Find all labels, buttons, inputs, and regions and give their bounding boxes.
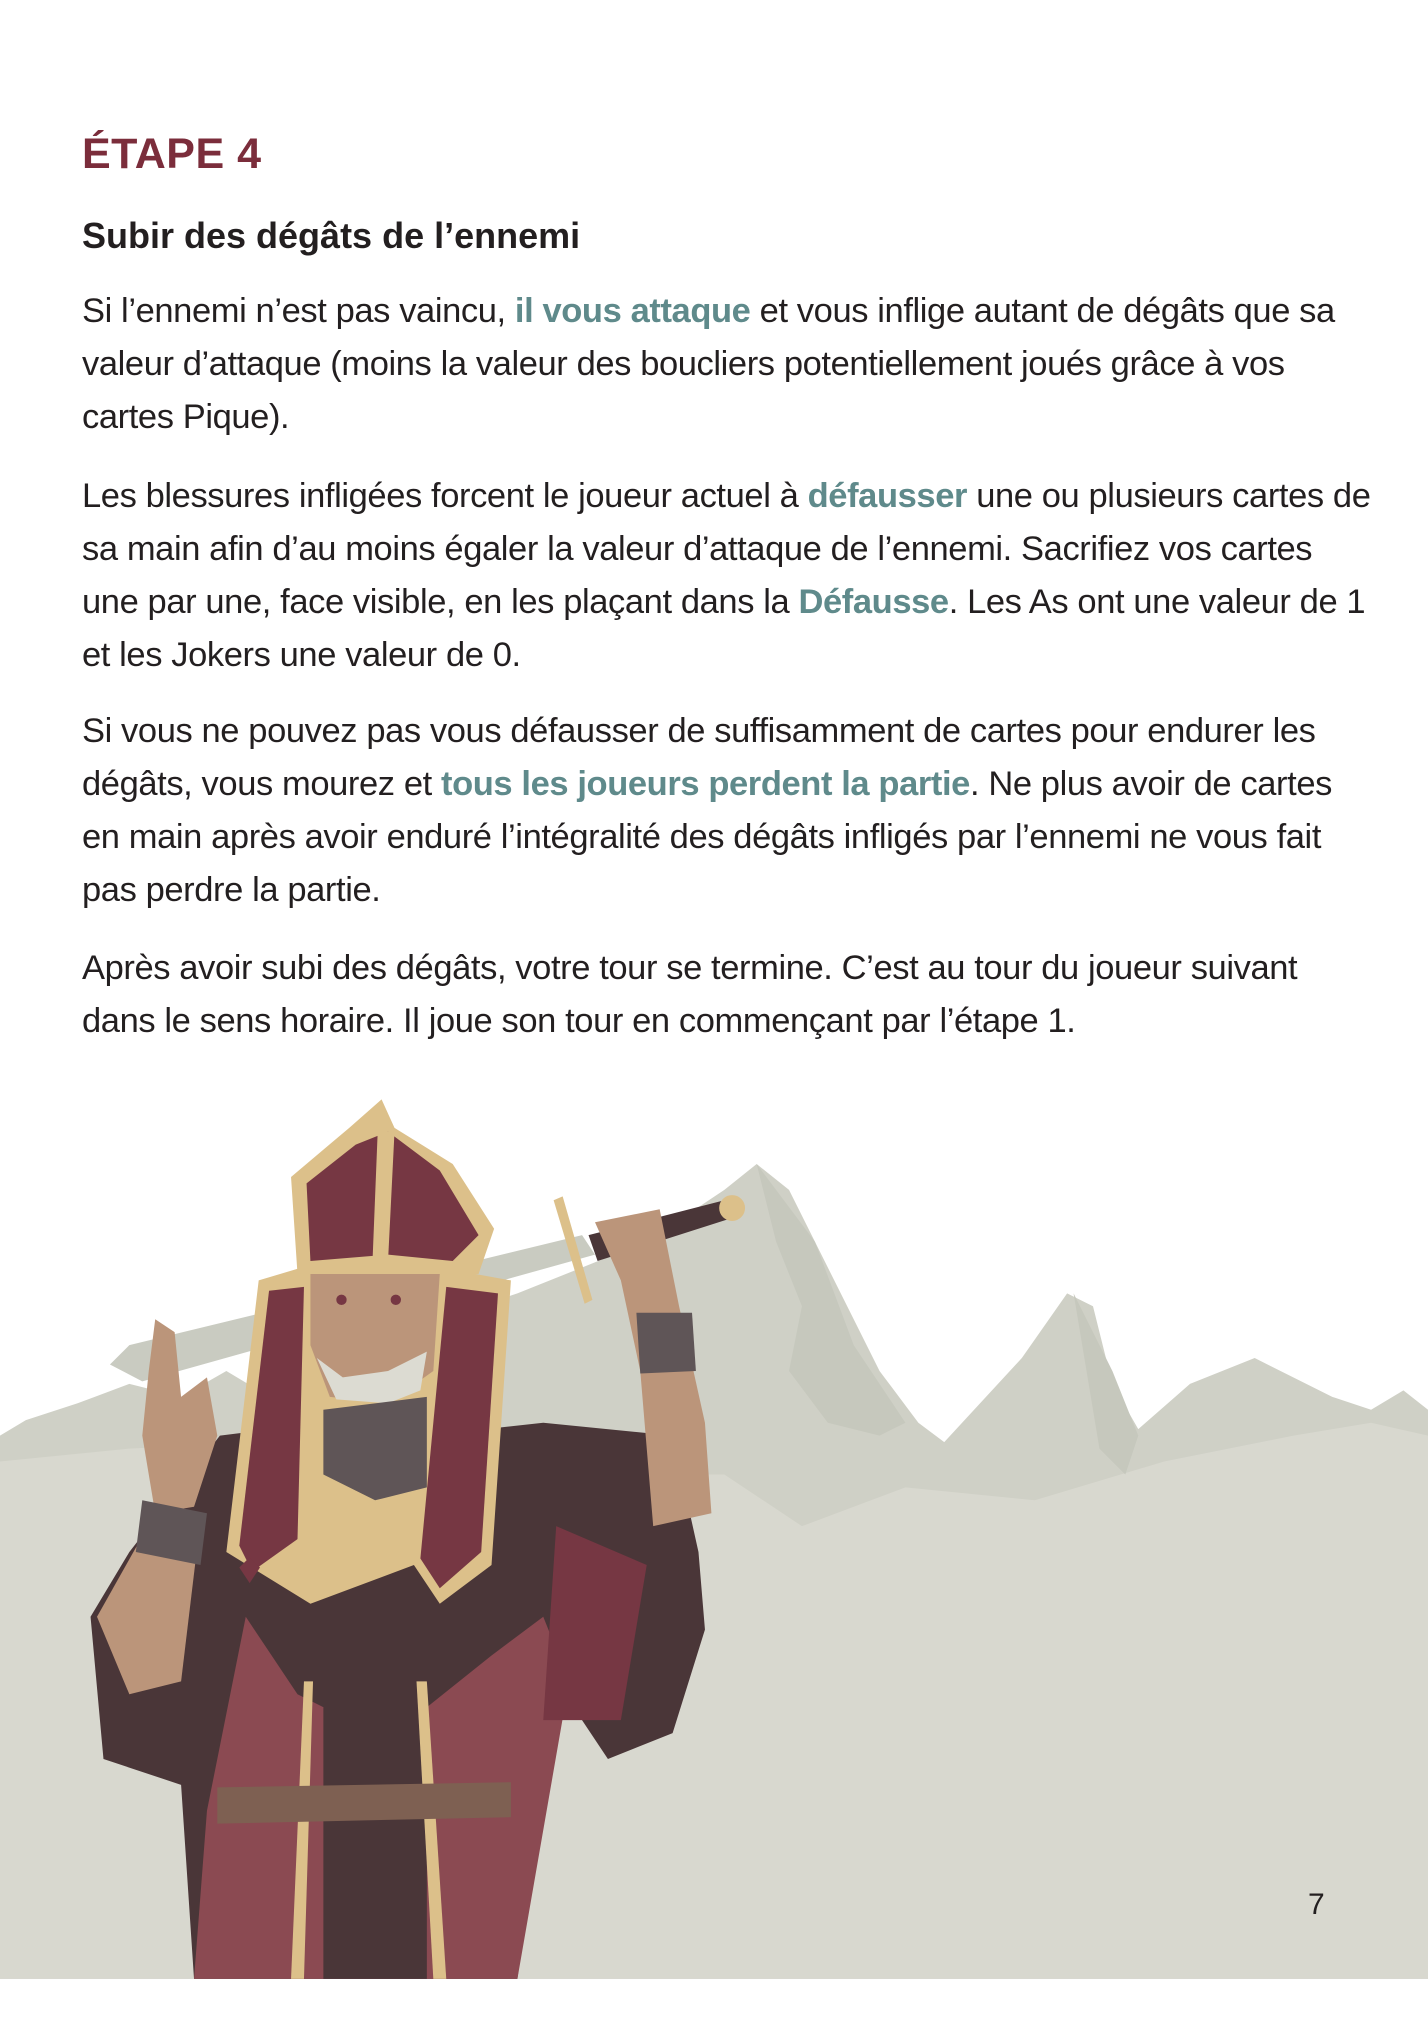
highlight-lose: tous les joueurs perdent la partie — [441, 765, 970, 803]
step-heading: ÉTAPE 4 — [82, 130, 262, 178]
paragraph-discard — [82, 470, 1372, 682]
highlight-discard-pile: Défausse — [798, 583, 949, 621]
paragraph-attack — [82, 285, 1372, 444]
text: Les blessures infligées forcent le joueur actuel à — [82, 477, 808, 515]
text: et vous inflige autant de dégâts que sa valeur d’attaque (moins la valeur des boucliers potentiellement joués grâce à vos cartes Pique). — [82, 292, 1335, 436]
text: . Ne plus avoir de cartes en main après avoir enduré l’intégralité des dégâts infligés par l’ennemi ne vous fait pas perdre la partie. — [82, 765, 1332, 909]
highlight-attack: il vous attaque — [514, 292, 751, 330]
text: Si vous ne pouvez pas vous défausser de suffisamment de cartes pour endurer les dégâts, vous mourez et — [82, 712, 1316, 803]
text: Après avoir subi des dégâts, votre tour se termine. C’est au tour du joueur suivant dans le sens horaire. Il joue son tour en commençant par l’étape 1. — [82, 949, 1298, 1040]
page-number: 7 — [1308, 1888, 1325, 1921]
text: une ou plusieurs cartes de sa main afin d’au moins égaler la valeur d’attaque de l’ennemi. Sacrifiez vos cartes une par une, face visible, en les plaçant dans la — [82, 477, 1371, 621]
paragraph-end-turn — [82, 942, 1372, 1048]
text: . Les As ont une valeur de 1 et les Jokers une valeur de 0. — [82, 583, 1366, 674]
highlight-discard: défausser — [807, 477, 968, 515]
paragraph-death — [82, 705, 1372, 917]
step-subheading: Subir des dégâts de l’ennemi — [82, 215, 581, 256]
text: Si l’ennemi n’est pas vaincu, — [82, 292, 515, 330]
